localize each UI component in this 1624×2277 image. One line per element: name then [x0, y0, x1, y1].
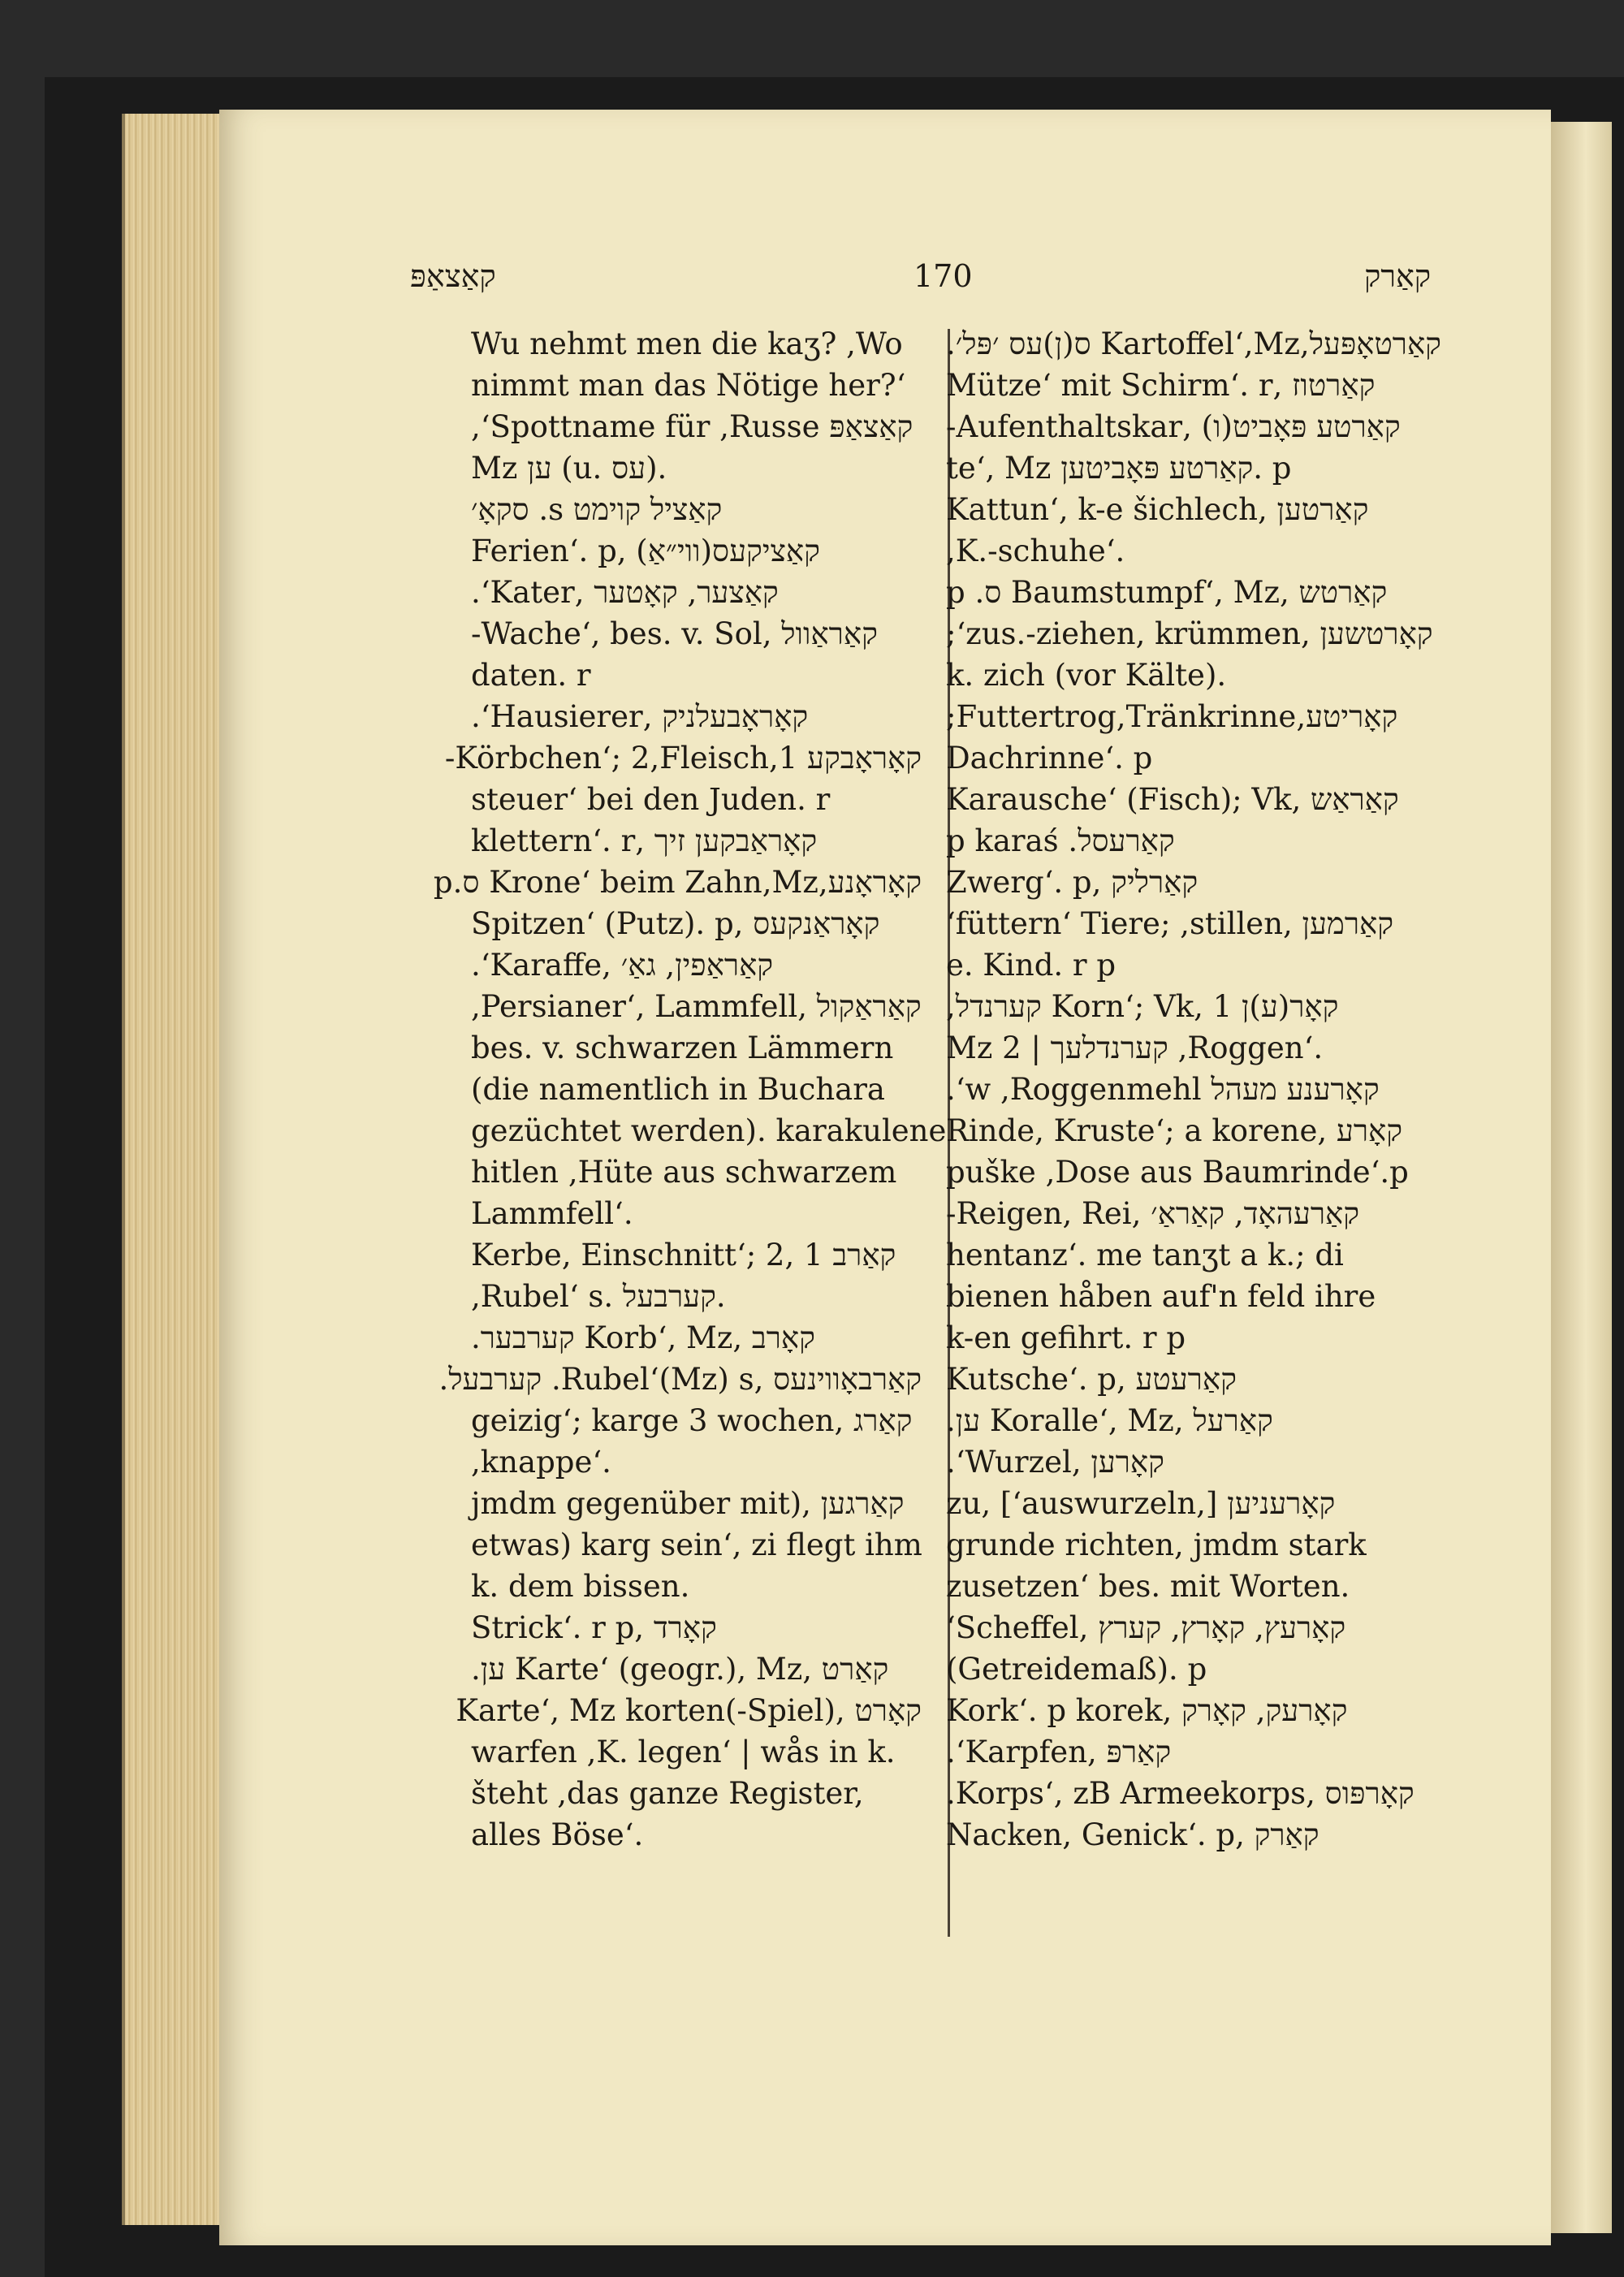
dictionary-line: puške ,Dose aus Baumrinde‘.p: [946, 1155, 1409, 1190]
right-column: [946, 323, 1449, 1856]
dictionary-line: קאָרד ,Strick‘. r p: [471, 1610, 717, 1645]
dictionary-line: קאָראָבקע 1,Körbchen‘; 2,Fleisch-: [444, 741, 922, 776]
dictionary-line: hitlen ,Hüte aus schwarzem: [471, 1155, 897, 1190]
dictionary-line: k. zich (vor Kälte).: [946, 658, 1227, 693]
dictionary-line: קאַרעסל. p karaś: [946, 823, 1175, 858]
dictionary-line: קאַרמען ,füttern‘ Tiere; ,stillen‘: [946, 906, 1394, 941]
dictionary-line: קאַרטאָפּעל,Kartoffel‘,Mz ס(ן)עס ׳פּל׳.: [946, 326, 1441, 361]
dictionary-line: קאַרליק ,Zwerg‘. p: [946, 865, 1199, 900]
dictionary-line: e. Kind. r p: [946, 948, 1116, 983]
dictionary-line: ,Rubel‘ s. קערבעל.: [471, 1279, 726, 1314]
dictionary-line: קאָרטשען ,zus.-ziehen, krümmen‘;: [946, 616, 1433, 651]
dictionary-line: קאַרב 1 ,Kerbe, Einschnitt‘; 2: [471, 1238, 896, 1272]
dictionary-line: Mz קערנדלעך | 2 ,Roggen‘.: [946, 1030, 1324, 1065]
facing-page-edge: [1547, 122, 1612, 2233]
dictionary-line: alles Böse‘.: [471, 1817, 644, 1852]
dictionary-line: warfen ,K. legen‘ | wås in k.: [471, 1735, 896, 1769]
dictionary-line: קאַרטש ,Baumstumpf‘, Mz ס. p: [946, 575, 1388, 610]
dictionary-line: קאַרעהאָד, קאַראַ׳ ,Reigen, Rei-: [946, 1196, 1360, 1231]
dictionary-line: קאָרעץ, קאָרץ, קערץ ,Scheffel‘: [946, 1610, 1346, 1645]
dictionary-line: קאַצאַפּ Spottname für ,Russe‘,: [471, 409, 914, 444]
dictionary-line: Dachrinne‘. p: [946, 741, 1153, 776]
dictionary-line: קאָרענע מעהל w ,Roggenmehl‘.: [946, 1072, 1380, 1107]
dictionary-line: קאַראַקול ,Persianer‘, Lammfell,: [471, 989, 922, 1024]
dictionary-line: קאָרע ,Rinde, Kruste‘; a korene: [946, 1113, 1402, 1148]
dictionary-line: קאַרטען ,Kattun‘, k-e šichlech: [946, 492, 1369, 527]
dictionary-line: hentanz‘. me tanʒt a k.; di: [946, 1238, 1344, 1272]
dictionary-line: קאַרפּ ,Karpfen‘.: [946, 1735, 1172, 1769]
dictionary-line: קאַציל קוימט s. סקאָ׳: [471, 492, 723, 527]
dictionary-line: k. dem bissen.: [471, 1569, 690, 1604]
dictionary-line: קאַראַש ,Karausche‘ (Fisch); Vk: [946, 782, 1399, 817]
dictionary-line: קאָרעק, קאָרק ,Kork‘. p korek: [946, 1693, 1348, 1728]
dictionary-line: zusetzen‘ bes. mit Worten.: [946, 1569, 1350, 1604]
dictionary-line: קאַרג ,geizig‘; karge 3 wochen: [471, 1403, 913, 1438]
dictionary-line: קאַראַוול ,Wache‘, bes. v. Sol-: [471, 616, 878, 651]
dictionary-line: קאַרק ,Nacken, Genick‘. p: [946, 1817, 1320, 1852]
dictionary-line: קאַצער, קאָטער ,Kater‘.: [471, 575, 779, 610]
dictionary-line: (die namentlich in Buchara: [471, 1072, 885, 1107]
dictionary-line: nimmt man das Nötige her?‘: [471, 368, 906, 403]
dictionary-line: קאָרען ,Wurzel‘.: [946, 1445, 1164, 1480]
dictionary-line: קאָרט ,(Spiel-)Karte‘, Mz korten: [456, 1693, 922, 1728]
header-left-word: קאַצאַפּ: [410, 258, 496, 294]
dictionary-line: קאַרגען ,(jmdm gegenüber mit: [471, 1486, 905, 1521]
dictionary-line: Mz ען (u. עס).: [471, 451, 667, 486]
dictionary-line: קאַרטע פּאָביט(ו) ,Aufenthaltskar-: [946, 409, 1401, 444]
dictionary-line: קאַרעל ,Koralle‘, Mz ען.: [946, 1403, 1273, 1438]
dictionary-line: קאָראַבקען זיך ,klettern‘. r: [471, 823, 818, 858]
dictionary-line: קאָרב ,Korb‘, Mz קערבער.: [471, 1320, 815, 1355]
dictionary-line: etwas) karg sein‘, zi flegt ihm: [471, 1527, 922, 1562]
header-right-word: קאַרק: [1364, 258, 1432, 294]
dictionary-line: (Getreidemaß). p: [946, 1652, 1207, 1687]
dictionary-line: bienen håben auf'n feld ihre: [946, 1279, 1376, 1314]
dictionary-line: šteht ,das ganze Register,: [471, 1776, 864, 1811]
dictionary-line: קאָר(ע)ן 1 ,Korn‘; Vk קערנדל,: [946, 989, 1339, 1024]
dictionary-line: קאָראַנקעס ,Spitzen‘ (Putz). p: [471, 906, 880, 941]
dictionary-line: te‘, Mz קאַרטע פּאָביטען. p: [946, 451, 1292, 486]
dictionary-line: grunde richten, jmdm stark: [946, 1527, 1367, 1562]
dictionary-line: gezüchtet werden). karakulene: [471, 1113, 947, 1148]
dictionary-line: k-en gefihrt. r p: [946, 1320, 1186, 1355]
dictionary-line: steuer‘ bei den Juden. r: [471, 782, 831, 817]
dictionary-line: קאָראָנע,Krone‘ beim Zahn,Mz ס.p: [433, 865, 922, 900]
dictionary-line: bes. v. schwarzen Lämmern: [471, 1030, 894, 1065]
dictionary-line: Lammfell‘.: [471, 1196, 633, 1231]
dictionary-line: Wu nehmt men die kaʒ? ,Wo: [471, 326, 903, 361]
dictionary-line: קאָריטע,Futtertrog,Tränkrinne;: [946, 699, 1398, 734]
dictionary-line: קאַרטוז ,Mütze‘ mit Schirm‘. r: [946, 368, 1376, 403]
page-number: 170: [914, 258, 973, 294]
dictionary-line: קאַרט ,Karte‘ (geogr.), Mz ען.: [471, 1652, 889, 1687]
dictionary-line: קאָרפּוס ,Korps‘, zB Armeekorps.: [946, 1776, 1415, 1811]
dictionary-line: daten. r: [471, 658, 591, 693]
dictionary-line: קאַציקעס(ווי״אַ) ,Ferien‘. p: [471, 534, 820, 568]
dictionary-line: קאַרבאָווינעס ,Rubel‘(Mz) s. קערבעל.: [438, 1362, 922, 1397]
dictionary-line: קאָרעניען [,auswurzeln‘] ,zu: [946, 1486, 1336, 1521]
dictionary-line: קאַראַפין, גאַ׳ ,Karaffe‘.: [471, 948, 774, 983]
dictionary-line: קאָראָבעלניק ,Hausierer‘.: [471, 699, 809, 734]
dictionary-line: ,K.-schuhe‘.: [946, 534, 1125, 568]
page-edges: [122, 114, 231, 2225]
dictionary-line: ,knappe‘.: [471, 1445, 611, 1480]
left-column: [433, 323, 947, 1856]
dictionary-line: קאַרעטע ,Kutsche‘. p: [946, 1362, 1237, 1397]
